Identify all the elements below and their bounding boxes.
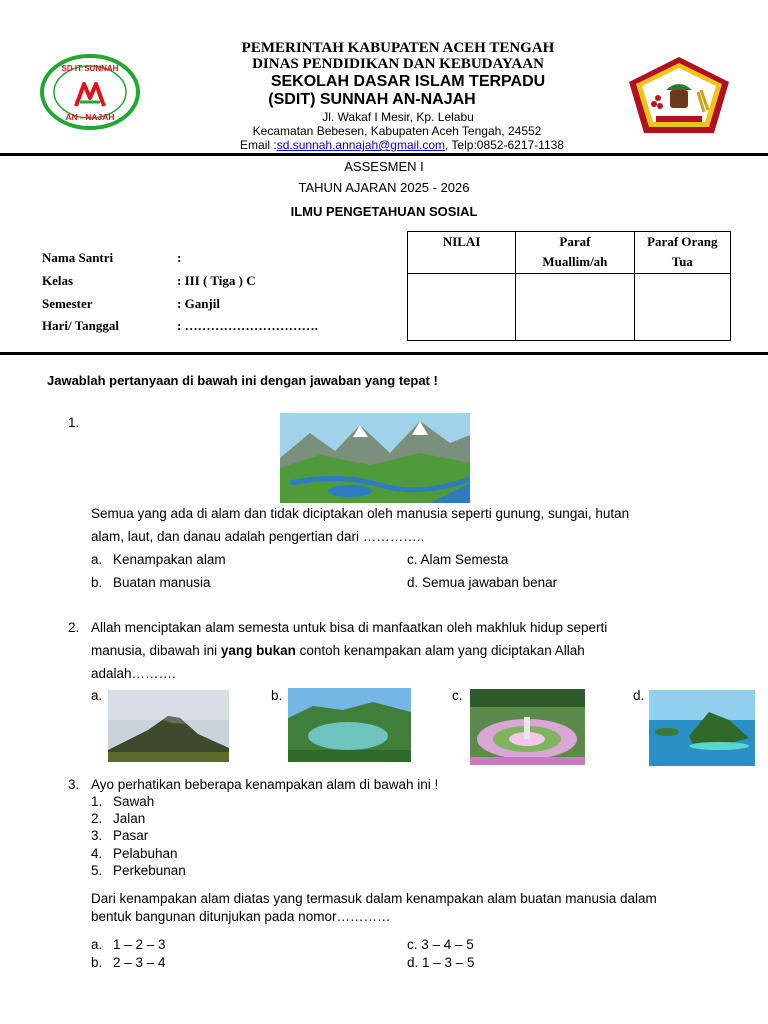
q3-list-item-number: 1. [91, 794, 103, 809]
header-address-street: Jl. Wakaf I Mesir, Kp. Lelabu [322, 110, 474, 124]
grade-table [407, 231, 731, 341]
q3-option-b[interactable]: 2 – 3 – 4 [113, 955, 166, 970]
header-government: PEMERINTAH KABUPATEN ACEH TENGAH [241, 40, 555, 56]
q1-number: 1. [68, 415, 80, 430]
header-divider [0, 153, 768, 156]
q1-option-d-text: Semua jawaban benar [422, 575, 558, 590]
grade-header-parent-line1: Paraf Orang [647, 234, 718, 249]
q2-option-a-mountain-photo[interactable] [108, 690, 229, 762]
q2-option-c-letter[interactable]: c. [452, 688, 463, 703]
grade-header-parent-line2: Tua [671, 254, 693, 269]
q2-option-d-island-photo[interactable] [649, 690, 755, 766]
q3-list-item: Sawah [113, 794, 155, 809]
instruction-text: Jawablah pertanyaan di bawah ini dengan jawaban yang tepat ! [47, 373, 438, 388]
q3-option-a[interactable]: 1 – 2 – 3 [113, 937, 166, 952]
q2-option-a-letter[interactable]: a. [91, 688, 103, 703]
info-value-class: : III ( Tiga ) C [177, 273, 256, 288]
grade-header-parent [634, 232, 730, 274]
q1-option-d[interactable] [407, 575, 557, 590]
q3-list-item-number: 3. [91, 828, 103, 843]
q1-option-b-letter: b. [91, 575, 103, 590]
grade-header-score: NILAI [408, 232, 516, 274]
info-value-name: : [177, 250, 182, 265]
q2-option-b-lake-photo[interactable] [288, 688, 411, 762]
q3-list-item-number: 5. [91, 863, 103, 878]
header-school-name: (SDIT) SUNNAH AN-NAJAH [268, 91, 476, 108]
q3-option-d[interactable]: d. 1 – 3 – 5 [407, 955, 475, 970]
exam-subject: ILMU PENGETAHUAN SOSIAL [290, 204, 478, 219]
email-label: Email : [240, 138, 277, 152]
q3-number: 3. [68, 777, 80, 792]
logo-left-bottom-text: AN - NAJAH [65, 112, 115, 122]
q3-list-item: Pelabuhan [113, 846, 178, 861]
q3-option-a-letter: a. [91, 937, 103, 952]
header-school-type: SEKOLAH DASAR ISLAM TERPADU [270, 73, 546, 90]
info-label-name: Nama Santri [42, 250, 114, 265]
q1-text-line1: Semua yang ada di alam dan tidak diciptakan oleh manusia seperti gunung, sungai, hutan [91, 506, 630, 521]
q3-list-item: Perkebunan [113, 863, 186, 878]
q3-list-item-number: 4. [91, 846, 103, 861]
q2-text-line2-post: contoh kenampakan alam yang diciptakan Allah [295, 643, 585, 658]
q2-option-c-garden-photo[interactable] [470, 689, 585, 765]
grade-header-teacher-line2: Muallim/ah [542, 254, 608, 269]
q1-option-d-letter: d. [407, 575, 419, 590]
header-department: DINAS PENDIDIKAN DAN KEBUDAYAAN [252, 56, 544, 72]
info-value-date: : …………………………. [177, 318, 318, 333]
q3-list-item-number: 2. [91, 811, 103, 826]
header-address-district: Kecamatan Bebesen, Kabupaten Aceh Tengah, 24552 [252, 124, 542, 138]
info-label-semester: Semester [42, 296, 93, 311]
q2-text-line2-pre: manusia, dibawah ini [91, 643, 221, 658]
info-divider [0, 352, 768, 355]
phone-text: , Telp:0852-6217-1138 [444, 138, 564, 152]
info-value-semester: : Ganjil [177, 296, 220, 311]
q2-text-line3: adalah………. [91, 666, 176, 681]
email-link[interactable]: sd.sunnah.annajah@gmail.com [276, 138, 445, 152]
q3-list-item: Jalan [113, 811, 146, 826]
exam-title: ASSESMEN I [344, 159, 424, 174]
q2-text-line2 [91, 643, 585, 658]
q2-text-line1: Allah menciptakan alam semesta untuk bisa di manfaatkan oleh makhluk hidup seperti [91, 620, 608, 635]
q1-option-c-letter: c. [407, 552, 418, 567]
grade-cell-teacher[interactable] [516, 274, 634, 341]
q1-landscape-illustration [280, 413, 470, 503]
q3-text-line1: Dari kenampakan alam diatas yang termasuk dalam kenampakan alam buatan manusia dalam [91, 891, 657, 906]
q2-option-d-letter[interactable]: d. [633, 688, 645, 703]
q1-option-a-letter: a. [91, 552, 103, 567]
q3-option-c[interactable]: c. 3 – 4 – 5 [407, 937, 474, 952]
logo-left-top-text: SD IT SUNNAH [61, 64, 119, 73]
info-label-class: Kelas [42, 273, 74, 288]
q3-list-item: Pasar [113, 828, 149, 843]
q3-intro: Ayo perhatikan beberapa kenampakan alam di bawah ini ! [91, 777, 439, 792]
q2-number: 2. [68, 620, 80, 635]
q2-option-b-letter[interactable]: b. [271, 688, 283, 703]
grade-cell-score[interactable] [408, 274, 516, 341]
grade-header-teacher [516, 232, 634, 274]
info-label-date: Hari/ Tanggal [42, 318, 119, 333]
q1-option-b[interactable]: Buatan manusia [113, 575, 211, 590]
q1-option-c-text: Alam Semesta [420, 552, 509, 567]
exam-year: TAHUN AJARAN 2025 - 2026 [298, 180, 470, 195]
grade-cell-parent[interactable] [634, 274, 730, 341]
q1-text-line2: alam, laut, dan danau adalah pengertian dari ………….. [91, 529, 425, 544]
q1-option-c[interactable] [407, 552, 508, 567]
q3-text-line2: bentuk bangunan ditunjukan pada nomor………… [91, 909, 391, 924]
header-contact [0, 138, 768, 152]
grade-header-teacher-line1: Paraf [559, 234, 591, 249]
q1-option-a[interactable]: Kenampakan alam [113, 552, 226, 567]
q2-text-emphasis: yang bukan [220, 643, 296, 658]
q3-option-b-letter: b. [91, 955, 103, 970]
